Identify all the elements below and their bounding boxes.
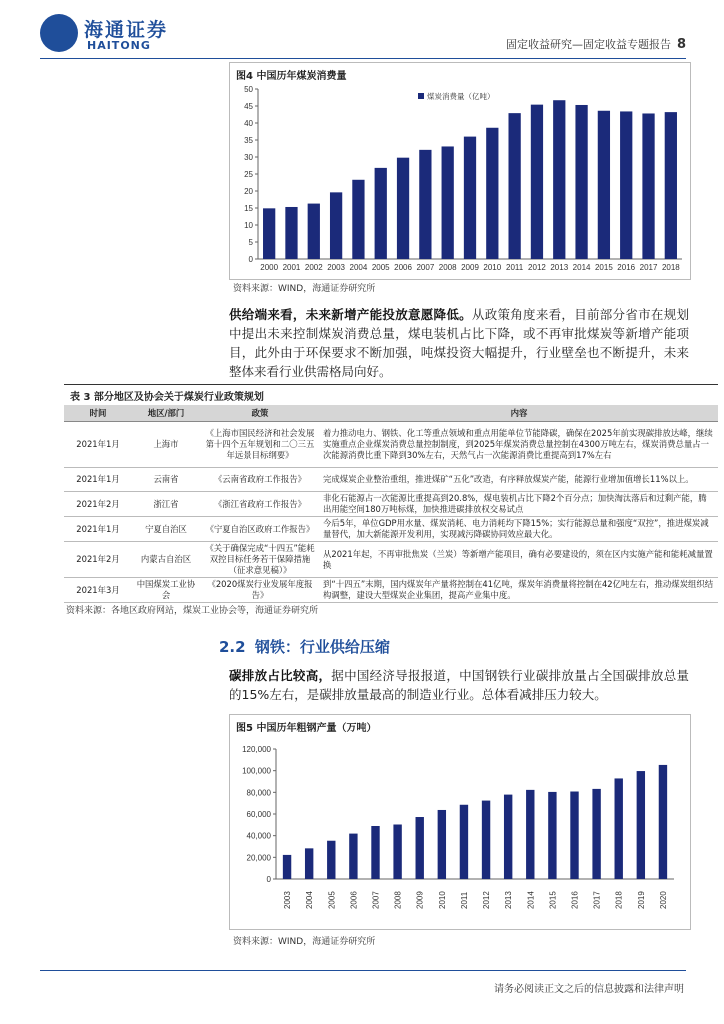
bar [575, 105, 587, 259]
table-header-row [64, 405, 718, 422]
bar [352, 180, 364, 259]
table-row [64, 542, 718, 578]
figure5-title: 图5 中国历年粗钢产量（万吨） [236, 723, 377, 734]
cell-time: 2021年2月 [64, 542, 132, 578]
y-tick-label: 15 [244, 204, 253, 213]
bar [548, 792, 556, 879]
bar [592, 789, 600, 879]
bar [642, 113, 654, 259]
x-tick-label: 2014 [526, 891, 536, 909]
paragraph-steel [229, 666, 689, 704]
y-tick-label: 10 [244, 221, 253, 230]
paragraph-steel-text: 据中国经济导报报道，中国钢铁行业碳排放量占全国碳排放总量的15%左右，是碳排放量最高的制造业行业。总体看减排压力较大。 [229, 668, 689, 702]
table-row [64, 422, 718, 468]
x-tick-label: 2000 [260, 263, 279, 272]
bar [416, 817, 424, 879]
bar [327, 841, 335, 879]
bar [637, 771, 645, 879]
bar [531, 105, 543, 259]
x-tick-label: 2008 [438, 263, 457, 272]
figure4-title: 图4 中国历年煤炭消费量 [236, 71, 347, 82]
y-tick-label: 20 [244, 187, 253, 196]
x-tick-label: 2012 [482, 891, 492, 909]
x-tick-label: 2004 [349, 263, 368, 272]
x-tick-label: 2012 [528, 263, 546, 272]
col-header-region: 地区/部门 [132, 405, 200, 422]
x-tick-label: 2005 [327, 891, 337, 909]
section-title: 钢铁：行业供给压缩 [254, 638, 390, 656]
bar [305, 848, 313, 879]
bar [620, 111, 632, 259]
x-tick-label: 2005 [371, 263, 390, 272]
cell-policy: 《2020煤炭行业发展年度报告》 [200, 578, 320, 603]
bar [419, 150, 431, 259]
report-header [506, 36, 686, 52]
x-tick-label: 2017 [639, 263, 658, 272]
bar [283, 855, 291, 879]
y-tick-label: 50 [244, 85, 253, 94]
bar [442, 146, 454, 259]
bar [615, 778, 623, 879]
x-tick-label: 2011 [506, 263, 524, 272]
cell-time: 2021年2月 [64, 492, 132, 517]
y-tick-label: 5 [248, 238, 253, 247]
x-tick-label: 2018 [614, 891, 624, 909]
report-title: 固定收益研究—固定收益专题报告 [505, 38, 671, 51]
bar [285, 207, 297, 259]
x-tick-label: 2016 [570, 891, 580, 909]
footer-divider [40, 970, 686, 971]
y-tick-label: 120,000 [242, 745, 271, 754]
bar [504, 795, 512, 879]
table-row [64, 468, 718, 492]
x-tick-label: 2020 [658, 891, 668, 909]
bar [397, 158, 409, 259]
x-tick-label: 2013 [550, 263, 569, 272]
bar [553, 100, 565, 259]
x-tick-label: 2013 [504, 891, 514, 909]
x-tick-label: 2015 [548, 891, 558, 909]
cell-policy: 《云南省政府工作报告》 [200, 468, 320, 492]
cell-content: 今后5年，单位GDP用水量、煤炭消耗、电力消耗均下降15%；实行能源总量和强度“双控”，推进煤炭减量替代，加大新能源开发利用，实现减污降碳协同效应最大化。 [320, 517, 718, 542]
x-tick-label: 2017 [592, 891, 602, 909]
x-tick-label: 2003 [327, 263, 346, 272]
page-number: 8 [676, 37, 686, 52]
bar [526, 790, 534, 879]
y-tick-label: 40,000 [246, 831, 271, 841]
cell-time: 2021年3月 [64, 578, 132, 603]
figure5-box [229, 714, 691, 930]
table3-title: 表 3 部分地区及协会关于煤炭行业政策规划 [70, 392, 264, 403]
bar [598, 111, 610, 259]
paragraph-supply [229, 305, 689, 381]
bar [482, 801, 490, 879]
bar [263, 208, 275, 259]
cell-content: 非化石能源占一次能源比重提高到20.8%，煤电装机占比下降2个百分点；加快淘汰落后和过剩产能，腾出用能空间180万吨标煤，加快推进碳排放权交易试点 [320, 492, 718, 517]
cell-region: 宁夏自治区 [132, 517, 200, 542]
cell-time: 2021年1月 [64, 422, 132, 468]
table-row [64, 492, 718, 517]
bar [371, 826, 379, 879]
legend-label: 煤炭消费量（亿吨） [427, 92, 495, 101]
y-tick-label: 25 [244, 170, 253, 179]
y-tick-label: 40 [244, 119, 253, 128]
bar [375, 168, 387, 259]
col-header-time: 时间 [64, 405, 132, 422]
figure4-chart [230, 83, 688, 279]
table-row [64, 578, 718, 603]
x-tick-label: 2009 [461, 263, 479, 272]
section-heading [219, 636, 390, 657]
x-tick-label: 2007 [416, 263, 435, 272]
cell-content: 到“十四五”末期，国内煤炭年产量将控制在41亿吨，煤炭年消费量将控制在42亿吨左右，推动煤炭组织结构调整，建设大型煤炭企业集团，提高产业集中度。 [320, 578, 718, 603]
figure4-box [229, 62, 691, 280]
x-tick-label: 2007 [371, 891, 381, 909]
haitong-logo-icon [40, 14, 78, 52]
y-tick-label: 35 [244, 136, 253, 145]
bar [659, 765, 667, 879]
cell-policy: 《宁夏自治区政府工作报告》 [200, 517, 320, 542]
x-tick-label: 2010 [483, 263, 502, 272]
col-header-policy: 政策 [200, 405, 320, 422]
paragraph-supply-bold: 供给端来看，未来新增产能投放意愿降低。 [229, 307, 472, 322]
x-tick-label: 2014 [572, 263, 591, 272]
table3-source: 资料来源：各地区政府网站，煤炭工业协会等，海通证券研究所 [66, 606, 319, 616]
cell-policy: 《上海市国民经济和社会发展第十四个五年规划和二〇三五年远景目标纲要》 [200, 422, 320, 468]
x-tick-label: 2006 [349, 891, 359, 909]
logo-english: HAITONG [87, 39, 151, 52]
x-tick-label: 2008 [393, 891, 403, 909]
cell-region: 上海市 [132, 422, 200, 468]
bar [330, 192, 342, 259]
cell-content: 着力推动电力、钢铁、化工等重点领域和重点用能单位节能降碳，确保在2025年前实现碳排放达峰，继续实施重点企业煤炭消费总量控制制度，到2025年煤炭消费总量控制在4300万吨左右，煤炭消费总量占一次能源消费比重下降到30%左右，天然气占一次能源消费比重提高到17%左右 [320, 422, 718, 468]
y-tick-label: 0 [248, 255, 253, 264]
y-tick-label: 80,000 [246, 788, 271, 798]
figure5-chart [230, 735, 688, 927]
col-header-content: 内容 [320, 405, 718, 422]
cell-region: 中国煤炭工业协会 [132, 578, 200, 603]
bar [393, 825, 401, 879]
x-tick-label: 2011 [459, 891, 469, 909]
x-tick-label: 2003 [283, 891, 293, 909]
figure4-source: 资料来源：WIND，海通证券研究所 [233, 284, 376, 294]
cell-region: 云南省 [132, 468, 200, 492]
y-tick-label: 100,000 [242, 766, 271, 776]
bar [349, 834, 357, 879]
bar [464, 137, 476, 259]
x-tick-label: 2004 [305, 891, 315, 909]
y-tick-label: 20,000 [246, 853, 271, 863]
cell-region: 浙江省 [132, 492, 200, 517]
x-tick-label: 2018 [661, 263, 680, 272]
section-number: 2.2 [219, 638, 246, 656]
cell-time: 2021年1月 [64, 517, 132, 542]
y-tick-label: 45 [244, 102, 253, 111]
cell-content: 完成煤炭企业整治重组，推进煤矿“五化”改造，有序释放煤炭产能，能源行业增加值增长11%以上。 [320, 468, 718, 492]
bar [508, 113, 520, 259]
paragraph-steel-bold: 碳排放占比较高， [229, 668, 332, 683]
cell-policy: 《浙江省政府工作报告》 [200, 492, 320, 517]
x-tick-label: 2015 [594, 263, 613, 272]
table-row [64, 517, 718, 542]
table3-title-bar [64, 384, 718, 403]
cell-time: 2021年1月 [64, 468, 132, 492]
paragraph-supply-text: 从政策角度来看，目前部分省市在规划中提出未来控制煤炭消费总量，煤电装机占比下降，或不再审批煤炭等新增产能项目，此外由于环保要求不断加强，吨煤投资大幅提升，行业壁垒也不断提升，未来整体来看行业供需格局向好。 [229, 307, 689, 379]
bar [308, 204, 320, 259]
x-tick-label: 2006 [394, 263, 412, 272]
x-tick-label: 2002 [304, 263, 323, 272]
logo-chinese: 海通证券 [84, 19, 169, 41]
bar [570, 792, 578, 879]
x-tick-label: 2009 [415, 891, 425, 909]
cell-policy: 《关于确保完成“十四五”能耗双控目标任务若干保障措施（征求意见稿）》 [200, 542, 320, 578]
figure5-source: 资料来源：WIND，海通证券研究所 [233, 937, 376, 947]
x-tick-label: 2016 [617, 263, 636, 272]
y-tick-label: 30 [244, 153, 253, 162]
legend-swatch [418, 93, 424, 99]
x-tick-label: 2010 [437, 891, 447, 909]
y-tick-label: 0 [266, 875, 271, 884]
cell-region: 内蒙古自治区 [132, 542, 200, 578]
bar [665, 112, 677, 259]
bar [438, 810, 446, 879]
policy-table [64, 405, 718, 603]
footer-disclaimer: 请务必阅读正文之后的信息披露和法律声明 [494, 984, 684, 995]
cell-content: 从2021年起，不再审批焦炭（兰炭）等新增产能项目，确有必要建设的，须在区内实施产能和能耗减量置换 [320, 542, 718, 578]
x-tick-label: 2001 [282, 263, 301, 272]
bar [486, 128, 498, 259]
bar [460, 805, 468, 879]
y-tick-label: 60,000 [246, 810, 271, 819]
header-divider [40, 58, 686, 59]
x-tick-label: 2019 [636, 891, 646, 909]
